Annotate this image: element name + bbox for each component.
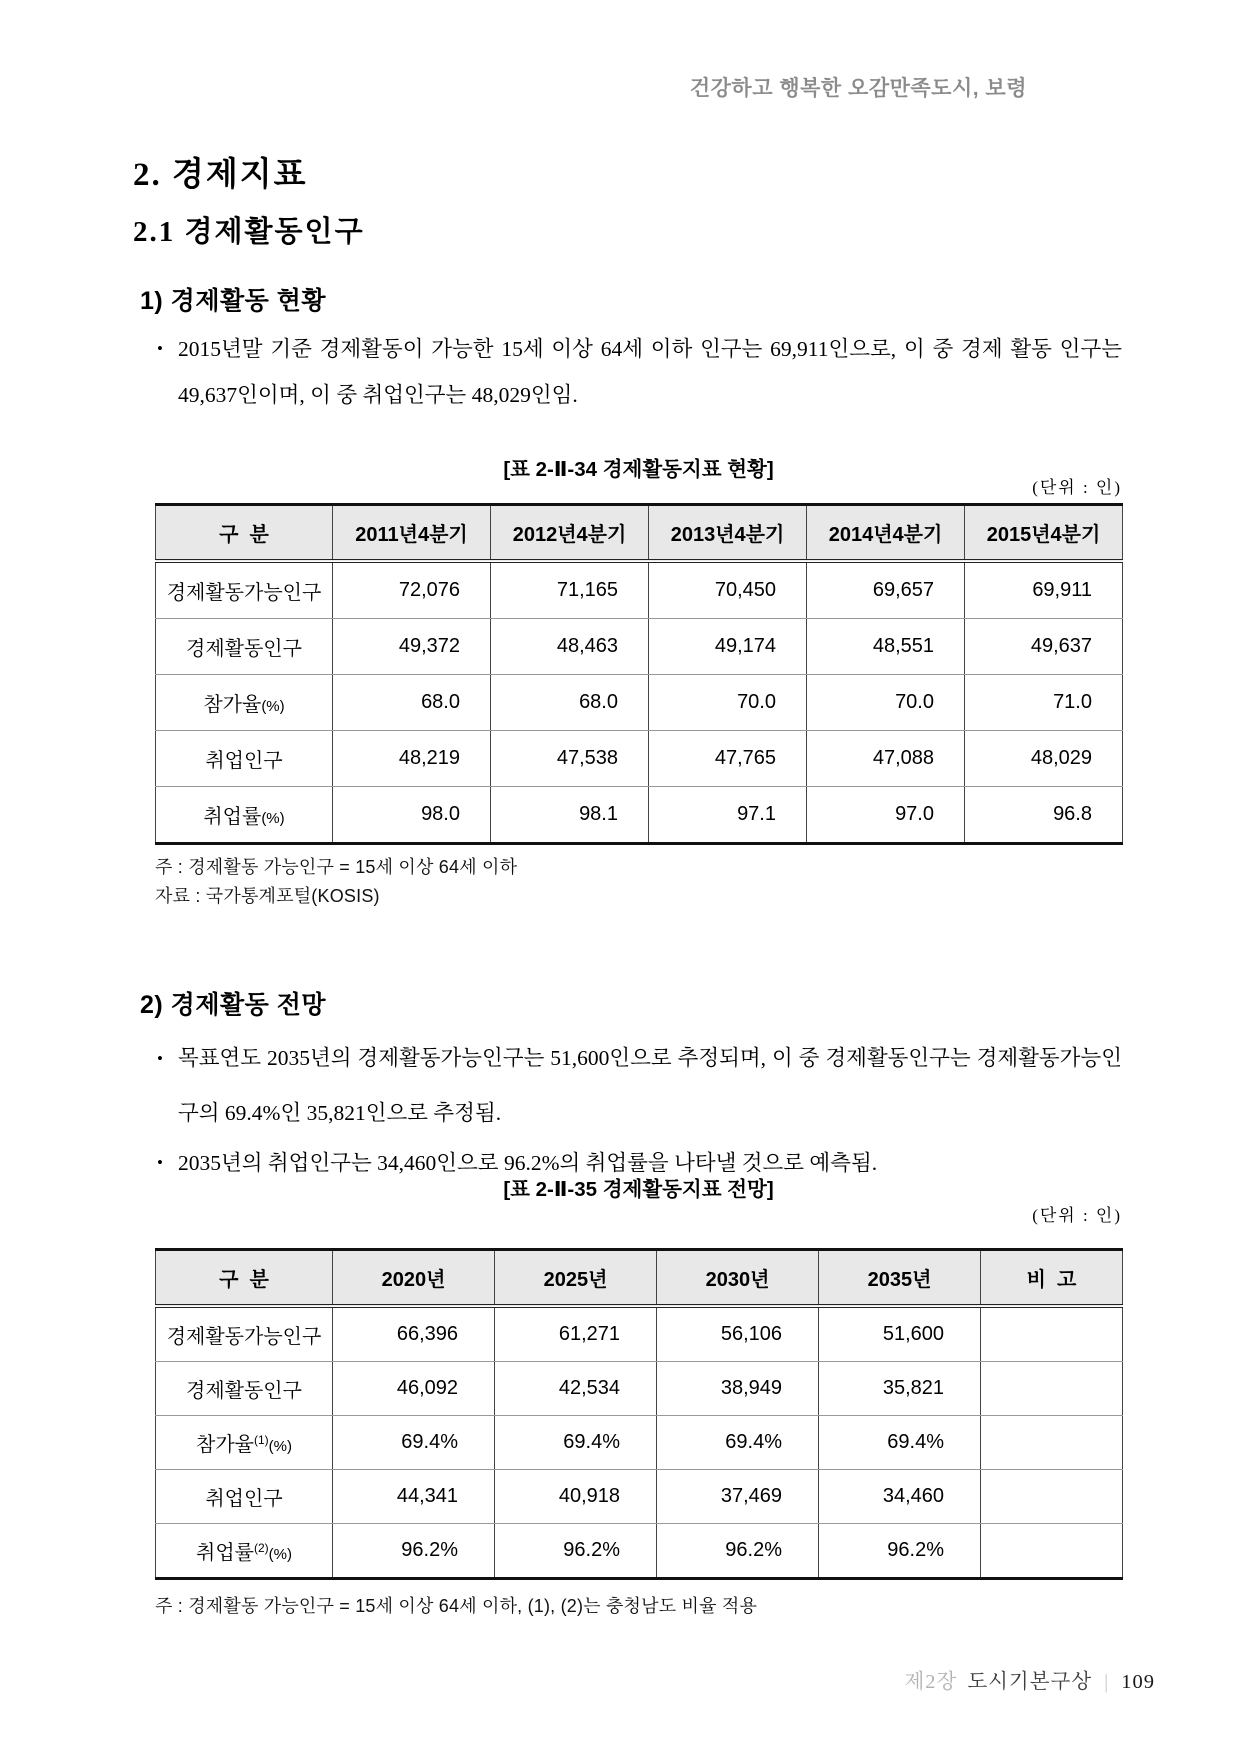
cell-value: 47,765 bbox=[649, 731, 807, 787]
cell-value: 96.2% bbox=[819, 1524, 981, 1579]
cell-value: 49,637 bbox=[965, 619, 1123, 675]
cell-value: 96.8 bbox=[965, 787, 1123, 844]
bullet-text: 2015년말 기준 경제활동이 가능한 15세 이상 64세 이하 인구는 69,911인으로, 이 중 경제 활동 인구는 49,637인이며, 이 중 취업인구는 48,029인임. bbox=[178, 337, 1122, 407]
cell-value: 66,396 bbox=[333, 1306, 495, 1362]
cell-value: 44,341 bbox=[333, 1470, 495, 1524]
cell-value: 46,092 bbox=[333, 1362, 495, 1416]
cell-value: 70,450 bbox=[649, 561, 807, 619]
cell-value: 70.0 bbox=[649, 675, 807, 731]
bullet-item bbox=[155, 1031, 1122, 1141]
table-header-row bbox=[156, 505, 1123, 562]
cell-value: 71,165 bbox=[491, 561, 649, 619]
cell-remarks bbox=[981, 1470, 1123, 1524]
cell-value: 48,219 bbox=[333, 731, 491, 787]
cell-remarks bbox=[981, 1306, 1123, 1362]
bullet-text: 2035년의 취업인구는 34,460인으로 96.2%의 취업률을 나타낼 것으로 예측됨. bbox=[178, 1151, 878, 1175]
column-header-remarks: 비 고 bbox=[981, 1250, 1123, 1307]
cell-remarks bbox=[981, 1416, 1123, 1470]
cell-value: 97.0 bbox=[807, 787, 965, 844]
cell-value: 70.0 bbox=[807, 675, 965, 731]
cell-value: 72,076 bbox=[333, 561, 491, 619]
table-economic-activity-forecast-wrap bbox=[155, 1248, 1123, 1580]
table-note: 주 : 경제활동 가능인구 = 15세 이상 64세 이하, (1), (2)는 충청남도 비율 적용 bbox=[155, 1596, 758, 1616]
cell-value: 37,469 bbox=[657, 1470, 819, 1524]
row-label: 취업률(%) bbox=[156, 787, 333, 844]
row-label: 경제활동인구 bbox=[156, 1362, 333, 1416]
table-row bbox=[156, 787, 1123, 844]
table-row bbox=[156, 561, 1123, 619]
bullet-icon: • bbox=[157, 1153, 163, 1172]
cell-value: 97.1 bbox=[649, 787, 807, 844]
column-header-2015q4: 2015년4분기 bbox=[965, 505, 1123, 562]
table-note: 주 : 경제활동 가능인구 = 15세 이상 64세 이하 bbox=[155, 857, 518, 877]
cell-value: 35,821 bbox=[819, 1362, 981, 1416]
cell-value: 34,460 bbox=[819, 1470, 981, 1524]
cell-value: 98.1 bbox=[491, 787, 649, 844]
cell-value: 51,600 bbox=[819, 1306, 981, 1362]
cell-value: 69.4% bbox=[333, 1416, 495, 1470]
table-source-note: 자료 : 국가통계포털(KOSIS) bbox=[155, 886, 380, 906]
bullet-icon: • bbox=[157, 339, 163, 358]
footer-page-number: 109 bbox=[1121, 1671, 1155, 1693]
row-label: 참가율(%) bbox=[156, 675, 333, 731]
table-row bbox=[156, 731, 1123, 787]
bullet-text: 목표연도 2035년의 경제활동가능인구는 51,600인으로 추정되며, 이 중 경제활동인구는 경제활동가능인구의 69.4%인 35,821인으로 추정됨. bbox=[178, 1046, 1122, 1125]
column-header-2035: 2035년 bbox=[819, 1250, 981, 1307]
row-label: 경제활동가능인구 bbox=[156, 561, 333, 619]
row-label: 경제활동인구 bbox=[156, 619, 333, 675]
table-row bbox=[156, 1362, 1123, 1416]
cell-value: 38,949 bbox=[657, 1362, 819, 1416]
unit-label: (단위 : 인) bbox=[1032, 1206, 1122, 1225]
table-row bbox=[156, 1524, 1123, 1579]
table-row bbox=[156, 1416, 1123, 1470]
cell-remarks bbox=[981, 1362, 1123, 1416]
heading-economic-activity-status: 1) 경제활동 현황 bbox=[140, 287, 327, 315]
cell-value: 69.4% bbox=[495, 1416, 657, 1470]
cell-value: 56,106 bbox=[657, 1306, 819, 1362]
column-header-2011q4: 2011년4분기 bbox=[333, 505, 491, 562]
cell-value: 71.0 bbox=[965, 675, 1123, 731]
table-economic-activity-status bbox=[155, 503, 1123, 845]
table-header-row bbox=[156, 1250, 1123, 1307]
column-header-2025: 2025년 bbox=[495, 1250, 657, 1307]
bullet-icon: • bbox=[157, 1049, 163, 1068]
cell-value: 49,372 bbox=[333, 619, 491, 675]
footer-chapter: 제2장 bbox=[904, 1671, 958, 1693]
column-header-2014q4: 2014년4분기 bbox=[807, 505, 965, 562]
heading-economic-activity-forecast: 2) 경제활동 전망 bbox=[140, 991, 327, 1019]
cell-value: 96.2% bbox=[495, 1524, 657, 1579]
cell-remarks bbox=[981, 1524, 1123, 1579]
cell-value: 61,271 bbox=[495, 1306, 657, 1362]
bullet-item bbox=[155, 326, 1122, 418]
table-caption-status: [표 2-Ⅱ-34 경제활동지표 현황] bbox=[503, 458, 774, 481]
cell-value: 69.4% bbox=[819, 1416, 981, 1470]
table-caption-forecast: [표 2-Ⅱ-35 경제활동지표 전망] bbox=[503, 1178, 774, 1201]
table-economic-activity-forecast bbox=[155, 1248, 1123, 1580]
row-label: 취업률$^{(2)}$(%) bbox=[156, 1524, 333, 1579]
footer-separator: | bbox=[1104, 1671, 1110, 1693]
cell-value: 69,657 bbox=[807, 561, 965, 619]
cell-value: 40,918 bbox=[495, 1470, 657, 1524]
cell-value: 47,088 bbox=[807, 731, 965, 787]
row-label: 취업인구 bbox=[156, 1470, 333, 1524]
table-row bbox=[156, 619, 1123, 675]
cell-value: 69,911 bbox=[965, 561, 1123, 619]
cell-value: 48,551 bbox=[807, 619, 965, 675]
table-economic-activity-status-wrap bbox=[155, 503, 1123, 845]
cell-value: 48,463 bbox=[491, 619, 649, 675]
footer-section: 도시기본구상 bbox=[967, 1671, 1093, 1693]
unit-label: (단위 : 인) bbox=[1032, 478, 1122, 497]
page-header-slogan: 건강하고 행복한 오감만족도시, 보령 bbox=[689, 77, 1027, 100]
cell-value: 47,538 bbox=[491, 731, 649, 787]
section-title: 2. 경제지표 bbox=[133, 157, 308, 193]
cell-value: 48,029 bbox=[965, 731, 1123, 787]
table-row bbox=[156, 675, 1123, 731]
cell-value: 49,174 bbox=[649, 619, 807, 675]
cell-value: 68.0 bbox=[491, 675, 649, 731]
row-label: 취업인구 bbox=[156, 731, 333, 787]
paragraph-forecast-1 bbox=[155, 1031, 1122, 1141]
paragraph-status bbox=[155, 326, 1122, 418]
column-header-category: 구 분 bbox=[156, 1250, 333, 1307]
cell-value: 96.2% bbox=[333, 1524, 495, 1579]
cell-value: 98.0 bbox=[333, 787, 491, 844]
subsection-title: 2.1 경제활동인구 bbox=[133, 216, 365, 248]
column-header-2012q4: 2012년4분기 bbox=[491, 505, 649, 562]
column-header-2020: 2020년 bbox=[333, 1250, 495, 1307]
column-header-category: 구 분 bbox=[156, 505, 333, 562]
column-header-2013q4: 2013년4분기 bbox=[649, 505, 807, 562]
cell-value: 68.0 bbox=[333, 675, 491, 731]
column-header-2030: 2030년 bbox=[657, 1250, 819, 1307]
cell-value: 96.2% bbox=[657, 1524, 819, 1579]
table-row bbox=[156, 1306, 1123, 1362]
page-footer bbox=[904, 1664, 1155, 1694]
cell-value: 69.4% bbox=[657, 1416, 819, 1470]
table-row bbox=[156, 1470, 1123, 1524]
row-label: 경제활동가능인구 bbox=[156, 1306, 333, 1362]
row-label: 참가율$^{(1)}$(%) bbox=[156, 1416, 333, 1470]
cell-value: 42,534 bbox=[495, 1362, 657, 1416]
